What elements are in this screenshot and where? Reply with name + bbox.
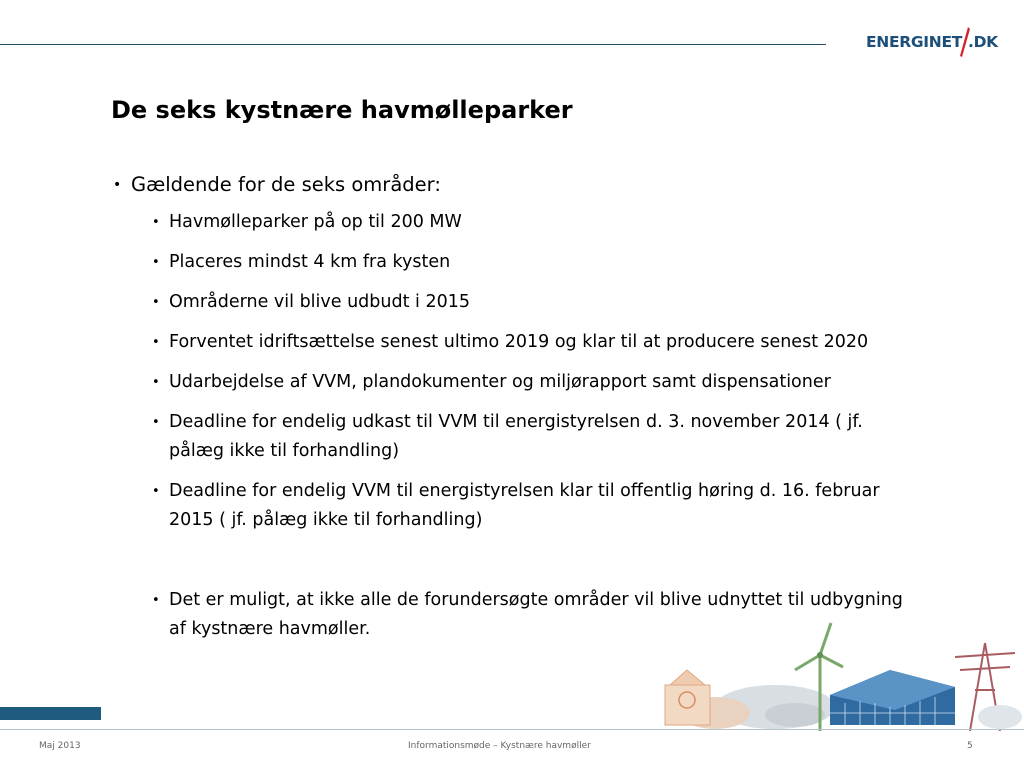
list-item: • Deadline for endelig udkast til VVM til energistyrelsen d. 3. november 2014 ( jf. pålæg ikke til forhandling): [152, 412, 863, 461]
list-item: • Udarbejdelse af VVM, plandokumenter og miljørapport samt dispensationer: [152, 372, 831, 392]
logo-wordmark: ENERGINET .DK: [866, 33, 998, 51]
slide-title: De seks kystnære havmølleparker: [111, 96, 573, 124]
list-item: • Placeres mindst 4 km fra kysten: [152, 252, 451, 272]
footer-date: Maj 2013: [39, 741, 81, 751]
list-item: • Det er muligt, at ikke alle de forundersøgte områder vil blive udnyttet til udbygning af kystnære havmøller.: [152, 590, 903, 639]
logo-slash-icon: [957, 27, 973, 57]
wind-turbine-illustration: [655, 615, 1024, 731]
footer-title: Informationsmøde – Kystnære havmøller: [408, 741, 591, 751]
accent-bar: [0, 707, 101, 720]
page-number: 5: [967, 741, 973, 751]
bullet-intro: • Gældende for de seks områder:: [113, 173, 441, 196]
bullet-list: [113, 170, 923, 655]
list-item: • Deadline for endelig VVM til energistyrelsen klar til offentlig høring d. 16. februar 2015 ( jf. pålæg ikke til forhandling): [152, 481, 880, 530]
header-rule: [0, 44, 826, 45]
list-item: • Forventet idriftsættelse senest ultimo 2019 og klar til at producere senest 2020: [152, 332, 869, 352]
footer-rule: [0, 729, 1024, 730]
list-item: • Havmølleparker på op til 200 MW: [152, 212, 462, 232]
energinet-logo: [866, 27, 998, 61]
list-item: • Områderne vil blive udbudt i 2015: [152, 292, 470, 312]
